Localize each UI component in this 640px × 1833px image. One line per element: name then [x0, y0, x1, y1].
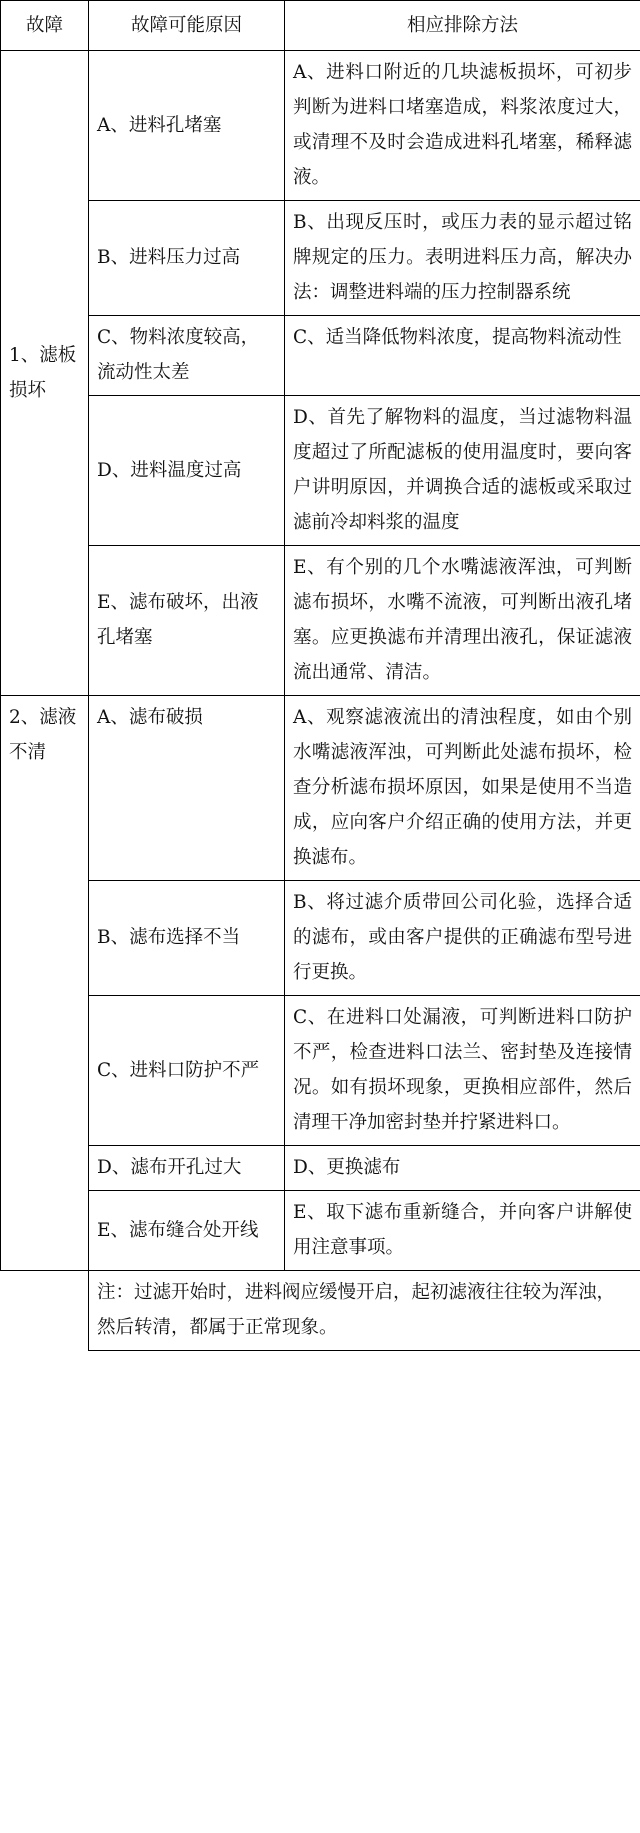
cause-cell: D、进料温度过高 — [89, 396, 285, 546]
header-remedy: 相应排除方法 — [285, 1, 640, 51]
remedy-cell: E、有个别的几个水嘴滤液浑浊，可判断滤布损坏，水嘴不流液，可判断出液孔堵塞。应更换滤布并清理出液孔，保证滤液流出通常、清洁。 — [285, 546, 640, 696]
cause-cell: E、滤布破坏，出液孔堵塞 — [89, 546, 285, 696]
header-fault: 故障 — [1, 1, 89, 51]
cause-cell: A、滤布破损 — [89, 696, 285, 881]
table-row — [1, 51, 640, 201]
fault-cell-filtrate-unclear: 2、滤液不清 — [1, 696, 89, 1271]
table-row — [1, 201, 640, 316]
header-cause: 故障可能原因 — [89, 1, 285, 51]
remedy-cell: D、更换滤布 — [285, 1146, 640, 1191]
table-row — [1, 1191, 640, 1271]
table-row — [1, 316, 640, 396]
fault-cell-plate-damage: 1、滤板损坏 — [1, 51, 89, 696]
remedy-cell: C、适当降低物料浓度，提高物料流动性 — [285, 316, 640, 396]
remedy-cell: B、出现反压时，或压力表的显示超过铭牌规定的压力。表明进料压力高，解决办法：调整进料端的压力控制器系统 — [285, 201, 640, 316]
cause-cell: B、进料压力过高 — [89, 201, 285, 316]
cause-cell: C、物料浓度较高，流动性太差 — [89, 316, 285, 396]
note-row — [1, 1271, 640, 1351]
table-row — [1, 996, 640, 1146]
note-text: 注：过滤开始时，进料阀应缓慢开启，起初滤液往往较为浑浊，然后转清，都属于正常现象。 — [89, 1271, 640, 1351]
cause-cell: C、进料口防护不严 — [89, 996, 285, 1146]
cause-cell: B、滤布选择不当 — [89, 881, 285, 996]
cause-cell: D、滤布开孔过大 — [89, 1146, 285, 1191]
cause-cell: E、滤布缝合处开线 — [89, 1191, 285, 1271]
remedy-cell: E、取下滤布重新缝合，并向客户讲解使用注意事项。 — [285, 1191, 640, 1271]
note-spacer — [1, 1271, 89, 1351]
table-row — [1, 396, 640, 546]
cause-cell: A、进料孔堵塞 — [89, 51, 285, 201]
remedy-cell: C、在进料口处漏液，可判断进料口防护不严，检查进料口法兰、密封垫及连接情况。如有损坏现象，更换相应部件，然后清理干净加密封垫并拧紧进料口。 — [285, 996, 640, 1146]
table-row — [1, 1146, 640, 1191]
remedy-cell: A、进料口附近的几块滤板损坏，可初步判断为进料口堵塞造成，料浆浓度过大，或清理不及时会造成进料孔堵塞，稀释滤液。 — [285, 51, 640, 201]
remedy-cell: B、将过滤介质带回公司化验，选择合适的滤布，或由客户提供的正确滤布型号进行更换。 — [285, 881, 640, 996]
table-row — [1, 546, 640, 696]
table-row — [1, 696, 640, 881]
table-row — [1, 881, 640, 996]
header-row — [1, 1, 640, 51]
remedy-cell: D、首先了解物料的温度，当过滤物料温度超过了所配滤板的使用温度时，要向客户讲明原因，并调换合适的滤板或采取过滤前冷却料浆的温度 — [285, 396, 640, 546]
remedy-cell: A、观察滤液流出的清浊程度，如由个别水嘴滤液浑浊，可判断此处滤布损坏，检查分析滤布损坏原因，如果是使用不当造成，应向客户介绍正确的使用方法，并更换滤布。 — [285, 696, 640, 881]
